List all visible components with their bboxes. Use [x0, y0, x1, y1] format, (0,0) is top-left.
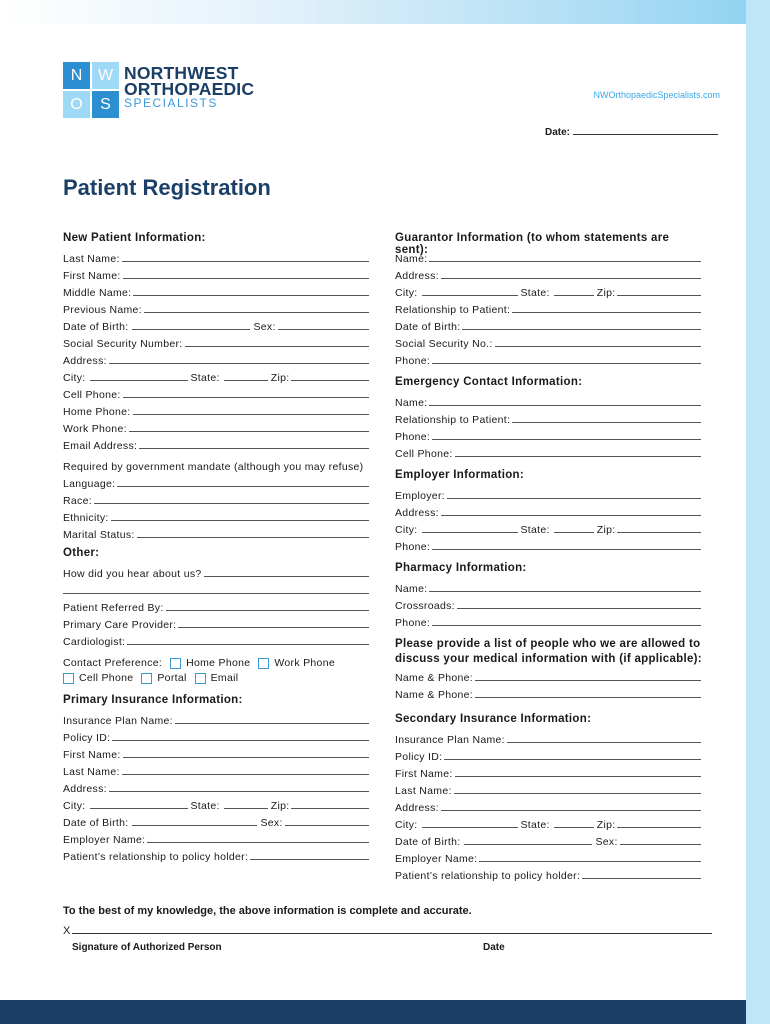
field-label: Sex: — [260, 817, 283, 829]
city-state-zip-field[interactable] — [395, 519, 701, 536]
field-label: Zip: — [596, 819, 616, 831]
section-heading: Pharmacy Information: — [395, 562, 527, 574]
field-label: Cardiologist: — [63, 636, 126, 648]
field-label: Social Security Number: — [63, 338, 183, 350]
input-line[interactable] — [139, 439, 369, 449]
input-line[interactable] — [455, 767, 701, 777]
address-field[interactable] — [63, 350, 369, 367]
phone-field[interactable] — [395, 536, 701, 553]
section-heading: Secondary Insurance Information: — [395, 713, 592, 725]
input-line[interactable] — [617, 286, 701, 296]
section-heading: Other: — [63, 547, 100, 559]
field-label: State: — [520, 524, 550, 536]
referred-by-field[interactable] — [63, 597, 369, 614]
last-name-field[interactable] — [63, 761, 369, 778]
relationship-field[interactable] — [63, 846, 369, 863]
plan-name-field[interactable] — [63, 710, 369, 727]
ethnicity-field[interactable] — [63, 507, 369, 524]
field-label: Cell Phone: — [63, 389, 121, 401]
brand-line3: SPECIALISTS — [124, 96, 218, 110]
input-line[interactable] — [462, 320, 701, 330]
address-field[interactable] — [395, 797, 701, 814]
field-label: Primary Care Provider: — [63, 619, 177, 631]
phone-field[interactable] — [395, 426, 701, 443]
employer-section — [395, 469, 701, 553]
input-line[interactable] — [112, 731, 369, 741]
first-name-field[interactable] — [395, 763, 701, 780]
city-state-zip-field[interactable] — [63, 367, 369, 384]
field-label: Name: — [395, 253, 428, 265]
input-line[interactable] — [109, 782, 369, 792]
input-line[interactable] — [94, 494, 369, 504]
option-label: Cell Phone — [79, 672, 134, 684]
input-line[interactable] — [620, 835, 701, 845]
address-field[interactable] — [395, 502, 701, 519]
city-state-zip-field[interactable] — [63, 795, 369, 812]
work-phone-checkbox[interactable] — [258, 658, 269, 669]
name-phone-field-1[interactable] — [395, 667, 701, 684]
input-line[interactable] — [464, 835, 592, 845]
field-label: City: — [395, 819, 418, 831]
input-line[interactable] — [475, 671, 701, 681]
section-heading: Guarantor Information (to whom statements are sent): — [395, 232, 670, 256]
input-line[interactable] — [122, 765, 369, 775]
cell-phone-field[interactable] — [63, 384, 369, 401]
field-label: Employer Name: — [63, 834, 146, 846]
field-label: Work Phone: — [63, 423, 127, 435]
first-name-field[interactable] — [63, 265, 369, 282]
field-label: State: — [190, 372, 220, 384]
section-heading: Emergency Contact Information: — [395, 376, 583, 388]
field-label: Last Name: — [63, 253, 120, 265]
field-label: Crossroads: — [395, 600, 455, 612]
bottom-decorative-bar — [0, 1000, 746, 1024]
field-label: Phone: — [395, 617, 431, 629]
input-line[interactable] — [441, 801, 701, 811]
input-line[interactable] — [166, 601, 369, 611]
logo-mark — [63, 62, 119, 118]
input-line[interactable] — [441, 506, 701, 516]
website-url[interactable]: NWOrthopaedicSpecialists.com — [593, 90, 720, 100]
secondary-insurance-section — [395, 713, 701, 882]
field-label: How did you hear about us? — [63, 568, 202, 580]
home-phone-field[interactable] — [63, 401, 369, 418]
address-field[interactable] — [395, 265, 701, 282]
input-line[interactable] — [144, 303, 369, 313]
input-line[interactable] — [185, 337, 369, 347]
city-state-zip-field[interactable] — [395, 282, 701, 299]
employer-name-field[interactable] — [63, 829, 369, 846]
field-label: Date of Birth: — [63, 817, 129, 829]
input-line[interactable] — [278, 320, 369, 330]
field-label: Previous Name: — [63, 304, 142, 316]
contact-preference-row1 — [63, 648, 369, 669]
input-line[interactable] — [429, 396, 701, 406]
email-field[interactable] — [63, 435, 369, 452]
field-label: Policy ID: — [395, 751, 443, 763]
field-label: City: — [395, 287, 418, 299]
date-field-top[interactable] — [545, 125, 718, 138]
option-label: Email — [210, 672, 239, 684]
signature-field[interactable] — [63, 924, 712, 937]
field-label: Home Phone: — [63, 406, 131, 418]
dob-sex-field[interactable] — [395, 831, 701, 848]
field-label: First Name: — [63, 270, 121, 282]
field-label: State: — [190, 800, 220, 812]
input-line[interactable] — [175, 714, 369, 724]
ssn-field[interactable] — [395, 333, 701, 350]
field-label: Sex: — [595, 836, 618, 848]
logo-letter-o: O — [63, 91, 90, 118]
address-field[interactable] — [63, 778, 369, 795]
field-label: Patient’s relationship to policy holder: — [63, 851, 249, 863]
field-label: Insurance Plan Name: — [395, 734, 505, 746]
field-label: Marital Status: — [63, 529, 135, 541]
section-heading-line2: discuss your medical information with (if applicable): — [395, 653, 702, 665]
home-phone-checkbox[interactable] — [170, 658, 181, 669]
input-line[interactable] — [224, 371, 268, 381]
attestation-statement: To the best of my knowledge, the above information is complete and accurate. — [63, 905, 472, 917]
field-label: Social Security No.: — [395, 338, 493, 350]
hear-about-us-line2[interactable] — [63, 580, 369, 597]
top-gradient-band — [0, 0, 770, 24]
date-label: Date: — [545, 127, 571, 138]
input-line[interactable] — [554, 286, 594, 296]
input-line[interactable] — [109, 354, 369, 364]
signature-label: Signature of Authorized Person — [72, 942, 222, 953]
phone-field[interactable] — [395, 612, 701, 629]
input-line[interactable] — [117, 477, 369, 487]
cardiologist-field[interactable] — [63, 631, 369, 648]
input-line[interactable] — [123, 748, 369, 758]
input-line[interactable] — [224, 799, 268, 809]
input-line[interactable] — [127, 635, 369, 645]
race-field[interactable] — [63, 490, 369, 507]
logo-letter-s: S — [92, 91, 119, 118]
input-line[interactable] — [291, 799, 369, 809]
input-line[interactable] — [132, 816, 257, 826]
input-line[interactable] — [111, 511, 369, 521]
date-line[interactable] — [573, 125, 718, 135]
input-line[interactable] — [250, 850, 369, 860]
field-label: State: — [520, 819, 550, 831]
field-label: Last Name: — [63, 766, 120, 778]
input-line[interactable] — [447, 489, 701, 499]
input-line[interactable] — [432, 540, 701, 550]
new-patient-section — [63, 232, 369, 541]
field-label: Insurance Plan Name: — [63, 715, 173, 727]
logo-letter-n: N — [63, 62, 90, 89]
page-title: Patient Registration — [63, 175, 271, 200]
input-line[interactable] — [617, 818, 701, 828]
last-name-field[interactable] — [63, 248, 369, 265]
relationship-field[interactable] — [395, 409, 701, 426]
input-line[interactable] — [554, 523, 594, 533]
hear-about-us-field[interactable] — [63, 563, 369, 580]
dob-sex-field[interactable] — [63, 812, 369, 829]
phone-field[interactable] — [395, 350, 701, 367]
right-decorative-strip — [746, 0, 770, 1024]
guarantor-section — [395, 232, 701, 367]
input-line[interactable] — [132, 320, 250, 330]
logo-letter-w: W — [92, 62, 119, 89]
input-line[interactable] — [554, 818, 594, 828]
dob-field[interactable] — [395, 316, 701, 333]
field-label: Cell Phone: — [395, 448, 453, 460]
input-line[interactable] — [133, 286, 369, 296]
field-label: Ethnicity: — [63, 512, 109, 524]
input-line[interactable] — [63, 584, 369, 594]
field-label: Email Address: — [63, 440, 138, 452]
other-section — [63, 547, 369, 684]
field-label: Date of Birth: — [395, 836, 461, 848]
portal-checkbox[interactable] — [141, 673, 152, 684]
input-line[interactable] — [123, 388, 369, 398]
field-label: Relationship to Patient: — [395, 414, 511, 426]
section-heading: New Patient Information: — [63, 232, 206, 244]
section-heading: Please provide a list of people who we are allowed to — [395, 638, 701, 650]
input-line[interactable] — [123, 269, 369, 279]
field-label: Zip: — [596, 524, 616, 536]
dob-sex-field[interactable] — [63, 316, 369, 333]
email-checkbox[interactable] — [195, 673, 206, 684]
field-label: Relationship to Patient: — [395, 304, 511, 316]
field-label: Address: — [63, 783, 107, 795]
input-line[interactable] — [512, 303, 701, 313]
field-label: Phone: — [395, 431, 431, 443]
field-label: Address: — [63, 355, 107, 367]
field-label: Name & Phone: — [395, 672, 474, 684]
option-label: Home Phone — [186, 657, 251, 669]
field-label: Zip: — [270, 800, 290, 812]
field-label: Race: — [63, 495, 92, 507]
field-label: Patient’s relationship to policy holder: — [395, 870, 581, 882]
field-label: Address: — [395, 802, 439, 814]
brand-line1: NORTHWEST — [124, 63, 239, 83]
field-label: Contact Preference: — [63, 657, 163, 669]
input-line[interactable] — [204, 567, 369, 577]
input-line[interactable] — [133, 405, 369, 415]
input-line[interactable] — [422, 286, 518, 296]
field-label: Name & Phone: — [395, 689, 474, 701]
field-label: City: — [63, 800, 86, 812]
previous-name-field[interactable] — [63, 299, 369, 316]
marital-status-field[interactable] — [63, 524, 369, 541]
input-line[interactable] — [178, 618, 369, 628]
field-label: Name: — [395, 397, 428, 409]
field-label: Phone: — [395, 355, 431, 367]
pcp-field[interactable] — [63, 614, 369, 631]
name-field[interactable] — [395, 578, 701, 595]
input-line[interactable] — [90, 371, 188, 381]
input-line[interactable] — [475, 688, 701, 698]
name-field[interactable] — [395, 392, 701, 409]
section-heading: Employer Information: — [395, 469, 524, 481]
name-phone-field-2[interactable] — [395, 684, 701, 701]
input-line[interactable] — [122, 252, 369, 262]
input-line[interactable] — [441, 269, 701, 279]
field-label: First Name: — [63, 749, 121, 761]
input-line[interactable] — [432, 430, 701, 440]
first-name-field[interactable] — [63, 744, 369, 761]
input-line[interactable] — [422, 523, 518, 533]
last-name-field[interactable] — [395, 780, 701, 797]
employer-field[interactable] — [395, 485, 701, 502]
input-line[interactable] — [479, 852, 701, 862]
field-label: Phone: — [395, 541, 431, 553]
field-label: Name: — [395, 583, 428, 595]
field-label: Address: — [395, 270, 439, 282]
field-label: Employer Name: — [395, 853, 478, 865]
input-line[interactable] — [617, 523, 701, 533]
field-label: Middle Name: — [63, 287, 132, 299]
signature-date-label: Date — [483, 942, 505, 953]
cell-phone-checkbox[interactable] — [63, 673, 74, 684]
work-phone-field[interactable] — [63, 418, 369, 435]
plan-name-field[interactable] — [395, 729, 701, 746]
field-label: Date of Birth: — [395, 321, 461, 333]
input-line[interactable] — [455, 447, 701, 457]
field-label: Address: — [395, 507, 439, 519]
contact-preference-row2 — [63, 669, 369, 684]
input-line[interactable] — [147, 833, 369, 843]
input-line[interactable] — [507, 733, 701, 743]
mandate-note: Required by government mandate (although you may refuse) — [63, 461, 364, 473]
section-heading: Primary Insurance Information: — [63, 694, 243, 706]
input-line[interactable] — [137, 528, 369, 538]
city-state-zip-field[interactable] — [395, 814, 701, 831]
input-line[interactable] — [129, 422, 369, 432]
field-label: Employer: — [395, 490, 445, 502]
field-label: Date of Birth: — [63, 321, 129, 333]
input-line[interactable] — [512, 413, 701, 423]
relationship-field[interactable] — [395, 299, 701, 316]
field-label: Last Name: — [395, 785, 452, 797]
name-field[interactable] — [395, 248, 701, 265]
cell-phone-field[interactable] — [395, 443, 701, 460]
policy-id-field[interactable] — [63, 727, 369, 744]
input-line[interactable] — [432, 616, 701, 626]
emergency-contact-section — [395, 376, 701, 460]
field-label: Zip: — [596, 287, 616, 299]
input-line[interactable] — [432, 354, 701, 364]
field-label: Zip: — [270, 372, 290, 384]
signature-line[interactable] — [72, 924, 712, 934]
ssn-field[interactable] — [63, 333, 369, 350]
authorized-people-section — [395, 638, 715, 701]
input-line[interactable] — [285, 816, 369, 826]
middle-name-field[interactable] — [63, 282, 369, 299]
policy-id-field[interactable] — [395, 746, 701, 763]
field-label: City: — [395, 524, 418, 536]
field-label: State: — [520, 287, 550, 299]
field-label: Sex: — [253, 321, 276, 333]
language-field[interactable] — [63, 473, 369, 490]
field-label: Language: — [63, 478, 116, 490]
crossroads-field[interactable] — [395, 595, 701, 612]
field-label: City: — [63, 372, 86, 384]
input-line[interactable] — [90, 799, 188, 809]
input-line[interactable] — [429, 252, 701, 262]
input-line[interactable] — [291, 371, 369, 381]
input-line[interactable] — [429, 582, 701, 592]
input-line[interactable] — [454, 784, 701, 794]
employer-name-field[interactable] — [395, 848, 701, 865]
brand-name — [124, 65, 254, 110]
field-label: Policy ID: — [63, 732, 111, 744]
input-line[interactable] — [444, 750, 701, 760]
primary-insurance-section — [63, 694, 369, 863]
option-label: Work Phone — [274, 657, 335, 669]
x-mark: X — [63, 925, 71, 937]
pharmacy-section — [395, 562, 701, 629]
input-line[interactable] — [422, 818, 518, 828]
input-line[interactable] — [582, 869, 701, 879]
field-label: First Name: — [395, 768, 453, 780]
input-line[interactable] — [495, 337, 701, 347]
relationship-field[interactable] — [395, 865, 701, 882]
option-label: Portal — [157, 672, 187, 684]
input-line[interactable] — [457, 599, 701, 609]
brand-line2: ORTHOPAEDIC — [124, 79, 255, 99]
field-label: Patient Referred By: — [63, 602, 164, 614]
